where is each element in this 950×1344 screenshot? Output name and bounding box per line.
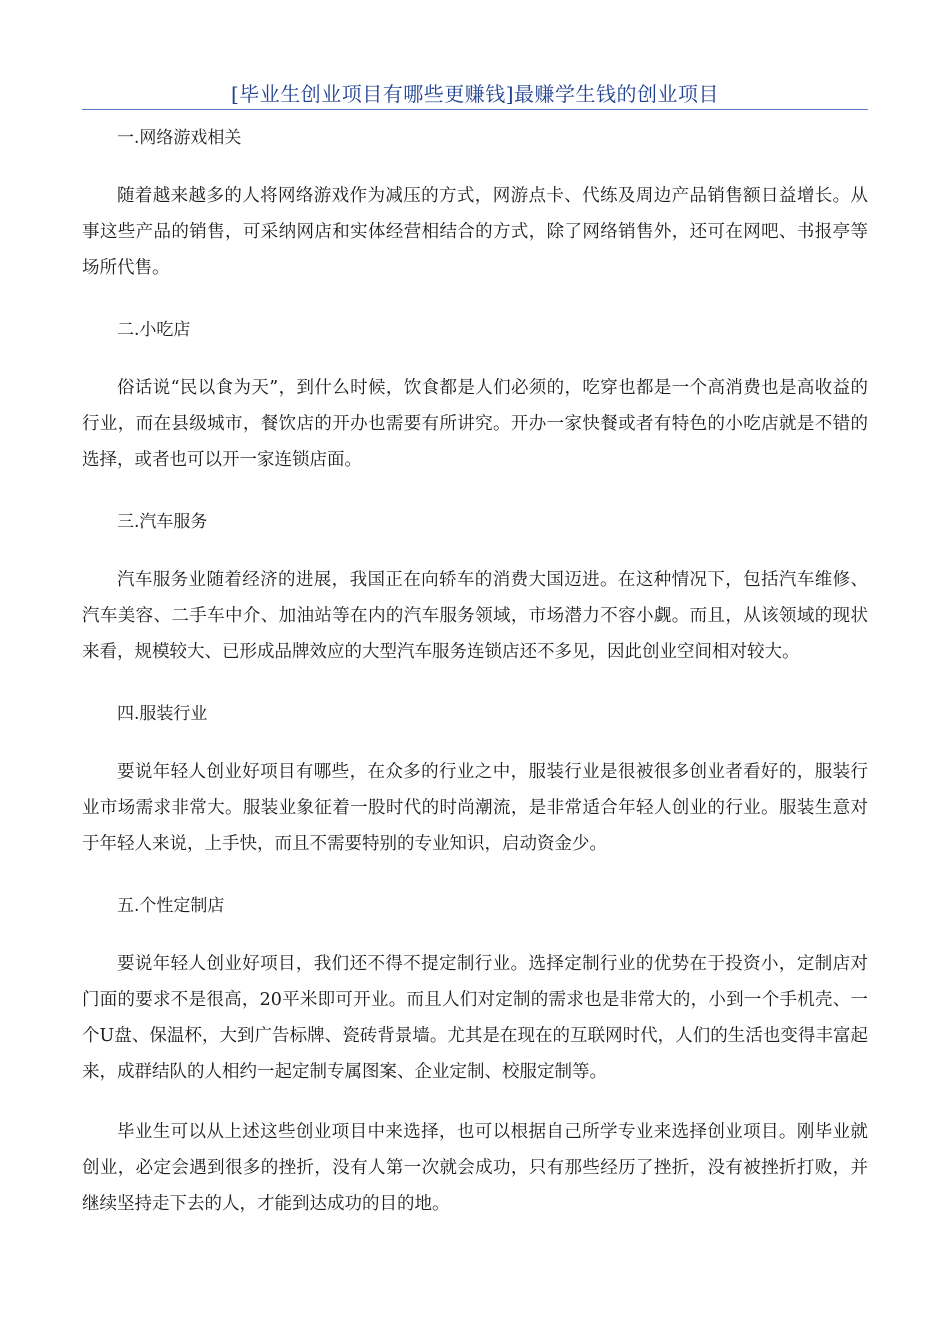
section-paragraph: 俗话说“民以食为天”，到什么时候，饮食都是人们必须的，吃穿也都是一个高消费也是高收益的行业，而在县级城市，餐饮店的开办也需要有所讲究。开办一家快餐或者有特色的小吃店就是不错的选择，或者也可以开一家连锁店面。 bbox=[82, 378, 868, 470]
section-clothing bbox=[82, 694, 868, 862]
section-online-games bbox=[82, 118, 868, 286]
document-body bbox=[82, 118, 868, 1246]
section-heading: 二.小吃店 bbox=[117, 320, 191, 340]
section-heading: 五.个性定制店 bbox=[117, 896, 225, 916]
document-title: [毕业生创业项目有哪些更赚钱]最赚学生钱的创业项目 bbox=[230, 82, 720, 106]
section-paragraph: 要说年轻人创业好项目，我们还不得不提定制行业。选择定制行业的优势在于投资小，定制店对门面的要求不是很高，20平米即可开业。而且人们对定制的需求也是非常大的，小到一个手机壳、一个U盘、保温杯，大到广告标牌、瓷砖背景墙。尤其是在现在的互联网时代，人们的生活也变得丰富起来，成群结队的人相约一起定制专属图案、企业定制、校服定制等。 bbox=[82, 954, 868, 1082]
section-heading: 三.汽车服务 bbox=[117, 512, 208, 532]
section-snack-shop bbox=[82, 310, 868, 478]
title-underline bbox=[82, 109, 868, 110]
section-paragraph: 要说年轻人创业好项目有哪些，在众多的行业之中，服装行业是很被很多创业者看好的，服装行业市场需求非常大。服装业象征着一股时代的时尚潮流，是非常适合年轻人创业的行业。服装生意对于年轻人来说，上手快，而且不需要特别的专业知识，启动资金少。 bbox=[82, 762, 868, 854]
section-paragraph: 随着越来越多的人将网络游戏作为减压的方式，网游点卡、代练及周边产品销售额日益增长。从事这些产品的销售，可采纳网店和实体经营相结合的方式，除了网络销售外，还可在网吧、书报亭等场所代售。 bbox=[82, 186, 868, 278]
conclusion-paragraph: 毕业生可以从上述这些创业项目中来选择，也可以根据自己所学专业来选择创业项目。刚毕业就创业，必定会遇到很多的挫折，没有人第一次就会成功，只有那些经历了挫折，没有被挫折打败，并继续坚持走下去的人，才能到达成功的目的地。 bbox=[82, 1122, 868, 1214]
section-heading: 一.网络游戏相关 bbox=[117, 128, 242, 148]
section-heading: 四.服装行业 bbox=[117, 704, 208, 724]
section-custom-shop bbox=[82, 886, 868, 1090]
section-auto-service bbox=[82, 502, 868, 670]
section-paragraph: 汽车服务业随着经济的进展，我国正在向轿车的消费大国迈进。在这种情况下，包括汽车维修、汽车美容、二手车中介、加油站等在内的汽车服务领域，市场潜力不容小觑。而且，从该领域的现状来看，规模较大、已形成品牌效应的大型汽车服务连锁店还不多见，因此创业空间相对较大。 bbox=[82, 570, 868, 662]
